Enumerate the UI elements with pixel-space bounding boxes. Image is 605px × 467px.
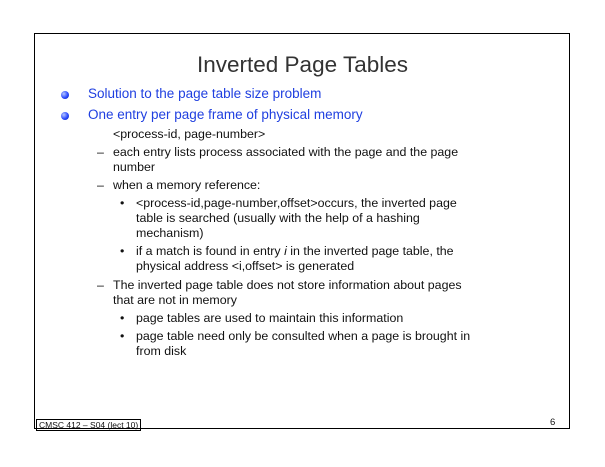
- dot-marker: •: [120, 196, 125, 210]
- slide-title: Inverted Page Tables: [197, 52, 408, 77]
- sub2-text-pre: if a match is found in entry: [136, 244, 285, 258]
- dot-marker: •: [120, 244, 125, 258]
- dot-marker: •: [120, 311, 125, 325]
- page-number: 6: [550, 417, 556, 428]
- sub3-line: page tables are used to maintain this information: [136, 311, 404, 325]
- dash2-line: when a memory reference:: [113, 178, 261, 192]
- sub1-line1: <process-id,page-number,offset>occurs, the inverted page: [136, 196, 457, 210]
- dash-marker: –: [97, 145, 104, 159]
- sub2-text-post: in the inverted page table, the: [286, 244, 454, 258]
- dash3-line1: The inverted page table does not store information about pages: [113, 278, 462, 292]
- dash-marker: –: [97, 278, 104, 292]
- sub4-line2: from disk: [136, 344, 187, 358]
- dash3-line2: that are not in memory: [113, 293, 237, 307]
- dash1-line2: number: [113, 160, 156, 174]
- sub2-line1: [136, 244, 454, 258]
- bullet-1-text: Solution to the page table size problem: [88, 86, 322, 101]
- dash1-line1: each entry lists process associated with the page and the page: [113, 145, 459, 159]
- sub1-line2: table is searched (usually with the help of a hashing: [136, 211, 420, 225]
- bullet-dot-icon: [61, 112, 69, 120]
- bullet-2-text: One entry per page frame of physical memory: [88, 107, 363, 122]
- sub4-line1: page table need only be consulted when a page is brought in: [136, 329, 471, 343]
- sub2-text-italic: i: [284, 244, 287, 258]
- dash-marker: –: [97, 178, 104, 192]
- sub2-line2: physical address <i,offset> is generated: [136, 259, 355, 273]
- bullet-dot-icon: [61, 91, 69, 99]
- footer-course: CMSC 412 – S04 (lect 10): [36, 419, 141, 431]
- dot-marker: •: [120, 329, 125, 343]
- sub1-line3: mechanism): [136, 226, 204, 240]
- tuple-line: <process-id, page-number>: [113, 127, 266, 141]
